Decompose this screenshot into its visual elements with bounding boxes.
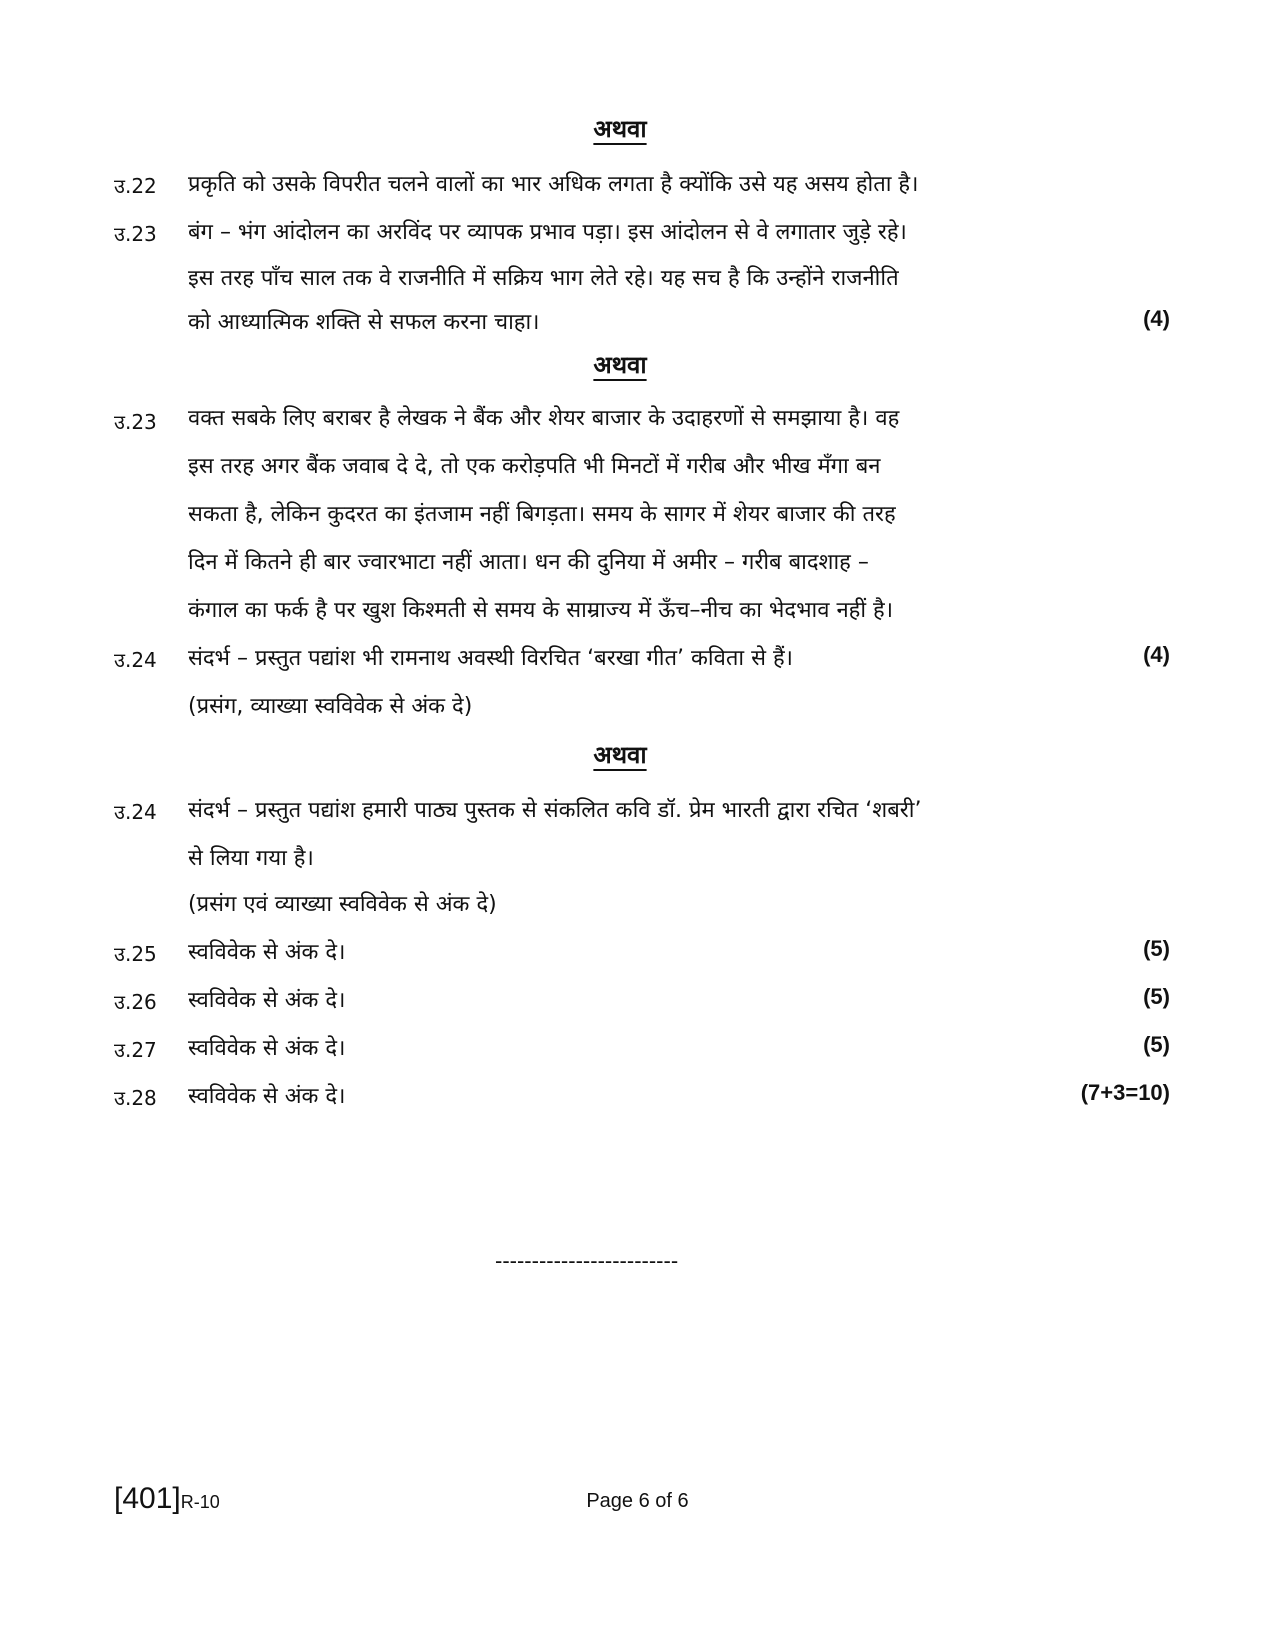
answer-23b-line-2: इस तरह अगर बैंक जवाब दे दे, तो एक करोड़पति भी मिनटों में गरीब और भीख मँगा बन xyxy=(188,454,881,479)
answer-23b-line-5: कंगाल का फर्क है पर खुश किश्मती से समय के साम्राज्य में ऊँच–नीच का भेदभाव नहीं है। xyxy=(188,598,894,623)
answer-23a-line-3: को आध्यात्मिक शक्ति से सफल करना चाहा। xyxy=(188,310,540,335)
marks-27: (5) xyxy=(1143,1032,1170,1057)
marks-23a: (4) xyxy=(1143,306,1170,331)
answer-number-28: उ.28 xyxy=(114,1086,157,1110)
marks-25: (5) xyxy=(1143,936,1170,961)
answer-number-25: उ.25 xyxy=(114,942,157,966)
answer-24b-line-1: संदर्भ – प्रस्तुत पद्यांश हमारी पाठ्य पुस्तक से संकलित कवि डॉ. प्रेम भारती द्वारा रचित ‘शबरी’ xyxy=(188,798,922,823)
page-number: Page 6 of 6 xyxy=(586,1490,689,1512)
answer-number-22: उ.22 xyxy=(114,174,157,198)
answer-number-24a: उ.24 xyxy=(114,648,157,672)
end-divider: ------------------------- xyxy=(495,1248,679,1273)
answer-number-23b: उ.23 xyxy=(114,410,157,434)
answer-24a-line-1: संदर्भ – प्रस्तुत पद्यांश भी रामनाथ अवस्थी विरचित ‘बरखा गीत’ कविता से हैं। xyxy=(188,646,793,671)
answer-28-text: स्वविवेक से अंक दे। xyxy=(188,1084,346,1109)
paper-code-number: [401] xyxy=(114,1482,181,1515)
athva-heading-2: अथवा xyxy=(593,351,647,379)
answer-23b-line-1: वक्त सबके लिए बराबर है लेखक ने बैंक और शेयर बाजार के उदाहरणों से समझाया है। वह xyxy=(188,406,900,431)
answer-23a-line-2: इस तरह पाँच साल तक वे राजनीति में सक्रिय भाग लेते रहे। यह सच है कि उन्होंने राजनीति xyxy=(188,266,899,291)
answer-number-23a: उ.23 xyxy=(114,222,157,246)
answer-number-26: उ.26 xyxy=(114,990,157,1014)
answer-number-27: उ.27 xyxy=(114,1038,157,1062)
athva-heading-1: अथवा xyxy=(593,115,647,143)
answer-27-text: स्वविवेक से अंक दे। xyxy=(188,1036,346,1061)
answer-23a-line-1: बंग – भंग आंदोलन का अरविंद पर व्यापक प्रभाव पड़ा। इस आंदोलन से वे लगातार जुड़े रहे। xyxy=(188,220,907,245)
athva-heading-3: अथवा xyxy=(593,741,647,769)
answer-23b-line-4: दिन में कितने ही बार ज्वारभाटा नहीं आता। धन की दुनिया में अमीर – गरीब बादशाह – xyxy=(188,550,869,575)
marks-24a: (4) xyxy=(1143,642,1170,667)
answer-24a-line-2: (प्रसंग, व्याख्या स्वविवेक से अंक दे) xyxy=(188,694,473,719)
answer-26-text: स्वविवेक से अंक दे। xyxy=(188,988,346,1013)
answer-number-24b: उ.24 xyxy=(114,800,157,824)
answer-25-text: स्वविवेक से अंक दे। xyxy=(188,940,346,965)
answer-24b-line-2: से लिया गया है। xyxy=(188,846,314,871)
marks-26: (5) xyxy=(1143,984,1170,1009)
answer-22-line-1: प्रकृति को उसके विपरीत चलने वालों का भार अधिक लगता है क्योंकि उसे यह असय होता है। xyxy=(188,172,919,197)
paper-code-suffix: R-10 xyxy=(180,1492,220,1512)
marks-28: (7+3=10) xyxy=(1080,1080,1170,1105)
answer-23b-line-3: सकता है, लेकिन कुदरत का इंतजाम नहीं बिगड़ता। समय के सागर में शेयर बाजार की तरह xyxy=(188,502,896,527)
answer-24b-line-3: (प्रसंग एवं व्याख्या स्वविवेक से अंक दे) xyxy=(188,892,497,917)
